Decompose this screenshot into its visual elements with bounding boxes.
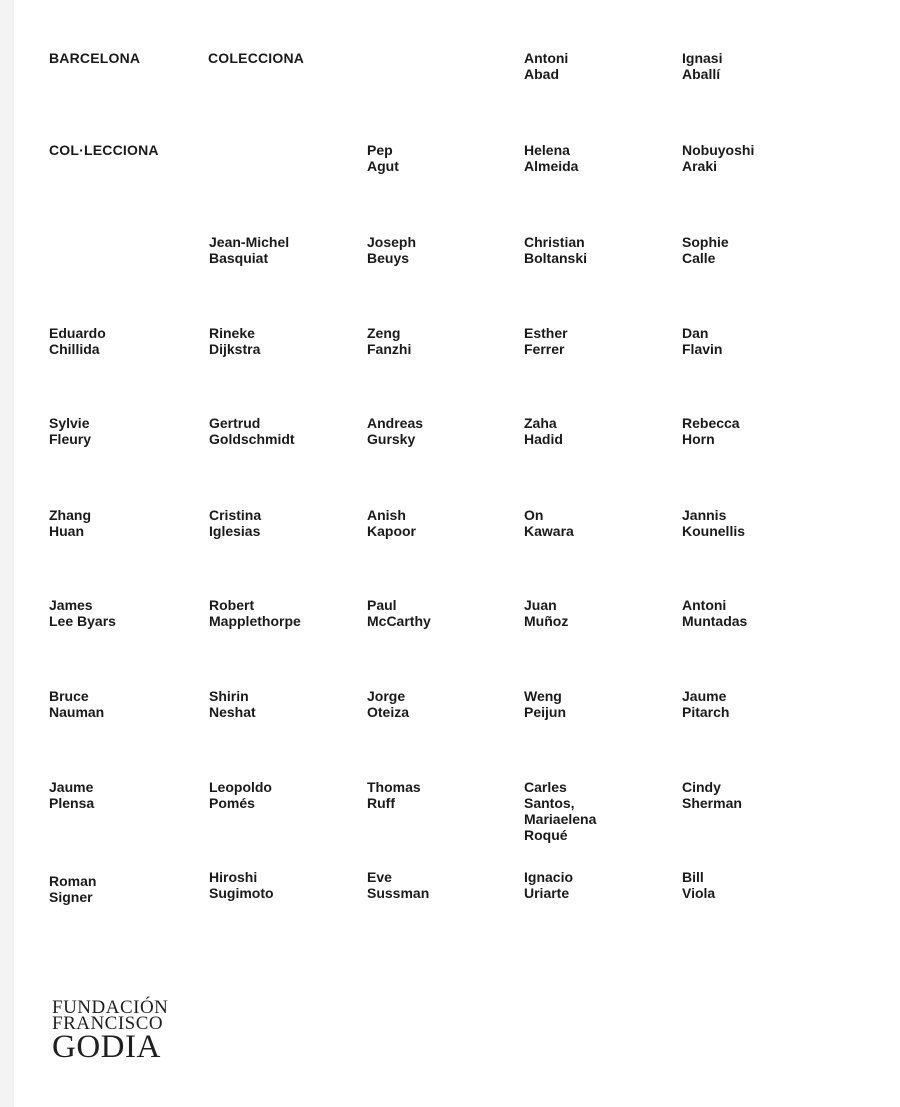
- title-col-lecciona: COL·LECCIONA: [49, 142, 159, 158]
- artist-name: Joseph Beuys: [367, 234, 417, 266]
- artist-name: Carles Santos, Mariaelena Roqué: [524, 779, 597, 843]
- title-colecciona: COLECCIONA: [208, 50, 305, 66]
- artist-name: Paul McCarthy: [367, 597, 431, 629]
- artist-name: James Lee Byars: [49, 597, 116, 629]
- artist-name: Eve Sussman: [367, 869, 430, 901]
- artist-name: Zaha Hadid: [524, 415, 563, 447]
- artist-name: Ignasi Aballí: [682, 50, 723, 82]
- artist-name: Nobuyoshi Araki: [682, 142, 755, 174]
- artist-name: Helena Almeida: [524, 142, 579, 174]
- artist-name: Thomas Ruff: [367, 779, 421, 811]
- artist-name: Jannis Kounellis: [682, 507, 746, 539]
- artist-name: Hiroshi Sugimoto: [209, 869, 274, 901]
- artist-name: Cindy Sherman: [682, 779, 742, 811]
- artist-name: Zhang Huan: [49, 507, 91, 539]
- logo-line-3: GODIA: [52, 1029, 161, 1065]
- artist-name: Jaume Plensa: [49, 779, 95, 811]
- artist-name: Dan Flavin: [682, 325, 723, 357]
- artist-name: Esther Ferrer: [524, 325, 568, 357]
- artist-name: Antoni Abad: [524, 50, 569, 82]
- artist-name: Sylvie Fleury: [49, 415, 92, 447]
- fundacion-logo: [52, 997, 182, 1065]
- artist-name: Sophie Calle: [682, 234, 729, 266]
- artist-name: Zeng Fanzhi: [367, 325, 412, 357]
- artist-name: Bill Viola: [682, 869, 716, 901]
- artist-name: Robert Mapplethorpe: [209, 597, 301, 629]
- artist-name: Jorge Oteiza: [367, 688, 410, 720]
- artist-name: Shirin Neshat: [209, 688, 256, 720]
- artist-name: Leopoldo Pomés: [209, 779, 272, 811]
- logo-line-1: FUNDACIÓN: [52, 997, 169, 1018]
- page-edge-shadow: [0, 0, 14, 1107]
- artist-name: Christian Boltanski: [524, 234, 588, 266]
- artist-name: Rineke Dijkstra: [209, 325, 261, 357]
- artist-name: Gertrud Goldschmidt: [209, 415, 295, 447]
- artist-name: Eduardo Chillida: [49, 325, 106, 357]
- artist-name: Pep Agut: [367, 142, 399, 174]
- artist-name: Antoni Muntadas: [682, 597, 748, 629]
- artist-name: Andreas Gursky: [367, 415, 424, 447]
- artist-name: Rebecca Horn: [682, 415, 740, 447]
- artist-name: Weng Peijun: [524, 688, 567, 720]
- title-barcelona: BARCELONA: [49, 50, 141, 66]
- artist-name: Anish Kapoor: [367, 507, 416, 539]
- artist-name: Ignacio Uriarte: [524, 869, 574, 901]
- logo-line-2: FRANCISCO: [52, 1013, 164, 1034]
- artist-name: Cristina Iglesias: [209, 507, 262, 539]
- artist-name: Jaume Pitarch: [682, 688, 730, 720]
- artist-name: Jean-Michel Basquiat: [209, 234, 290, 266]
- artist-name: Bruce Nauman: [49, 688, 105, 720]
- artist-name: Juan Muñoz: [524, 597, 569, 629]
- artist-name: Roman Signer: [49, 873, 97, 905]
- artist-name: On Kawara: [524, 507, 574, 539]
